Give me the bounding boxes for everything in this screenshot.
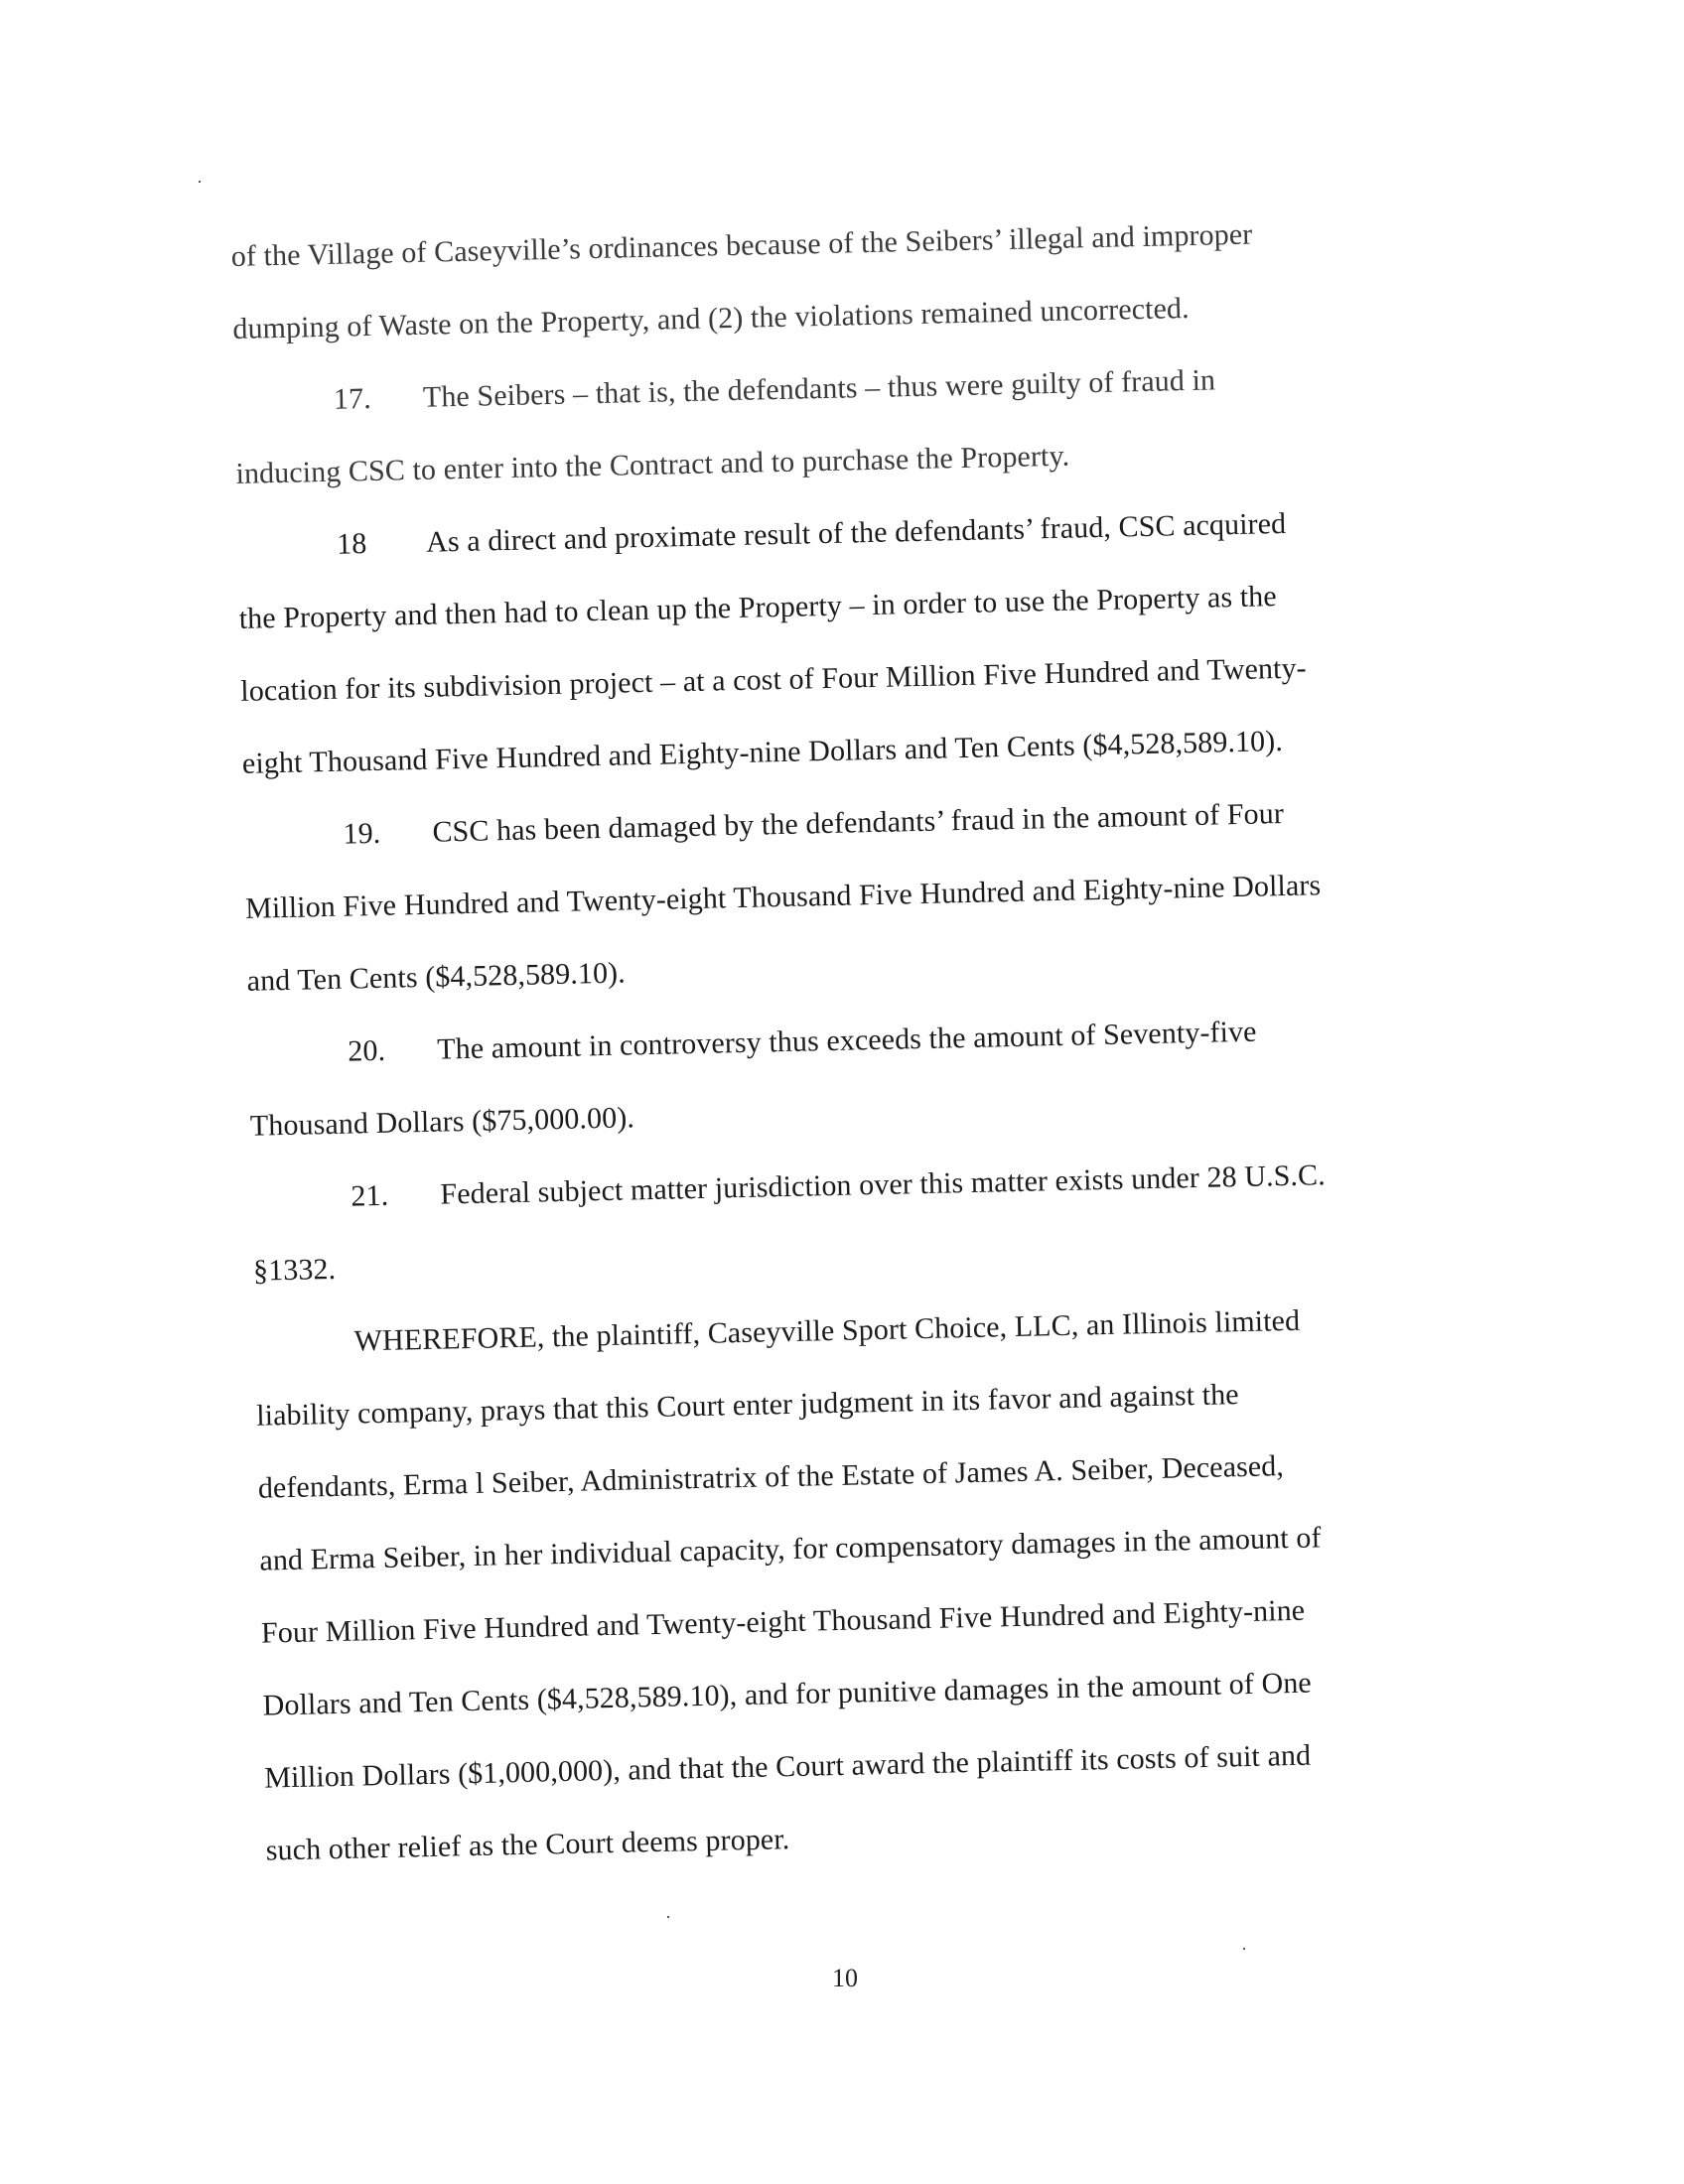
paragraph-17: [233, 340, 1428, 510]
page-number: 10: [832, 1964, 858, 1992]
text-line: defendants, Erma l Seiber, Administratrix of the Estate of James A. Seiber, Deceased,: [257, 1449, 1285, 1505]
scan-speck: [199, 181, 201, 183]
scan-speck: [1243, 1948, 1245, 1950]
text-line: dumping of Waste on the Property, and (2) the violations remained uncorrected.: [232, 291, 1190, 345]
scan-speck: [667, 1916, 669, 1918]
paragraph-20: [248, 992, 1443, 1162]
document-body: [230, 195, 1458, 1887]
text-line-content: The amount in controversy thus exceeds the amount of Seventy-five: [436, 1015, 1257, 1066]
paragraph-number: 17.: [333, 381, 372, 416]
text-line: Million Dollars ($1,000,000), and that the Court award the plaintiff its costs of suit and: [263, 1738, 1312, 1795]
text-line-content: CSC has been damaged by the defendants’ fraud in the amount of Four: [432, 797, 1285, 849]
paragraph-number: 19.: [343, 816, 381, 851]
text-line-content: As a direct and proximate result of the defendants’ fraud, CSC acquired: [425, 506, 1287, 559]
paragraph-number: 18: [336, 527, 367, 561]
text-line: Dollars and Ten Cents ($4,528,589.10), and for punitive damages in the amount of One: [262, 1666, 1313, 1722]
paragraph-18: [236, 484, 1434, 800]
text-line: the Property and then had to clean up the Property – in order to use the Property as the: [238, 580, 1278, 635]
text-line: eight Thousand Five Hundred and Eighty-nine Dollars and Ten Cents ($4,528,589.10).: [241, 725, 1284, 780]
text-line: WHEREFORE, the plaintiff, Caseyville Sport Choice, LLC, an Illinois limited: [353, 1303, 1301, 1358]
text-line: and Ten Cents ($4,528,589.10).: [246, 956, 627, 998]
text-line: Four Million Five Hundred and Twenty-eight Thousand Five Hundred and Eighty-nine: [260, 1593, 1306, 1650]
text-line-content: The Seibers – that is, the defendants – thus were guilty of fraud in: [422, 363, 1216, 414]
paragraph-number: 21.: [351, 1178, 389, 1213]
paragraph-16-continued: [230, 195, 1425, 365]
text-line: Million Five Hundred and Twenty-eight Thousand Five Hundred and Eighty-nine Dollars: [244, 869, 1322, 925]
paragraph-number: 20.: [347, 1033, 386, 1068]
text-line: liability company, prays that this Court enter judgment in its favor and against the: [255, 1378, 1239, 1433]
text-line: location for its subdivision project – at a cost of Four Million Five Hundred and Twenty-: [239, 651, 1308, 708]
paragraph-21: [251, 1137, 1446, 1307]
text-line: of the Village of Caseyville’s ordinances because of the Seibers’ illegal and improper: [230, 217, 1253, 273]
text-line: such other relief as the Court deems proper.: [265, 1823, 790, 1867]
text-line: and Erma Seiber, in her individual capacity, for compensatory damages in the amount of: [259, 1521, 1322, 1577]
text-line-content: Federal subject matter jurisdiction over this matter exists under 28 U.S.C.: [440, 1159, 1327, 1211]
paragraph-19: [243, 774, 1439, 1018]
text-line: §1332.: [252, 1252, 337, 1288]
text-line: Thousand Dollars ($75,000.00).: [249, 1101, 635, 1143]
prayer-for-relief: [254, 1282, 1458, 1887]
text-line: inducing CSC to enter into the Contract and to purchase the Property.: [235, 439, 1070, 490]
